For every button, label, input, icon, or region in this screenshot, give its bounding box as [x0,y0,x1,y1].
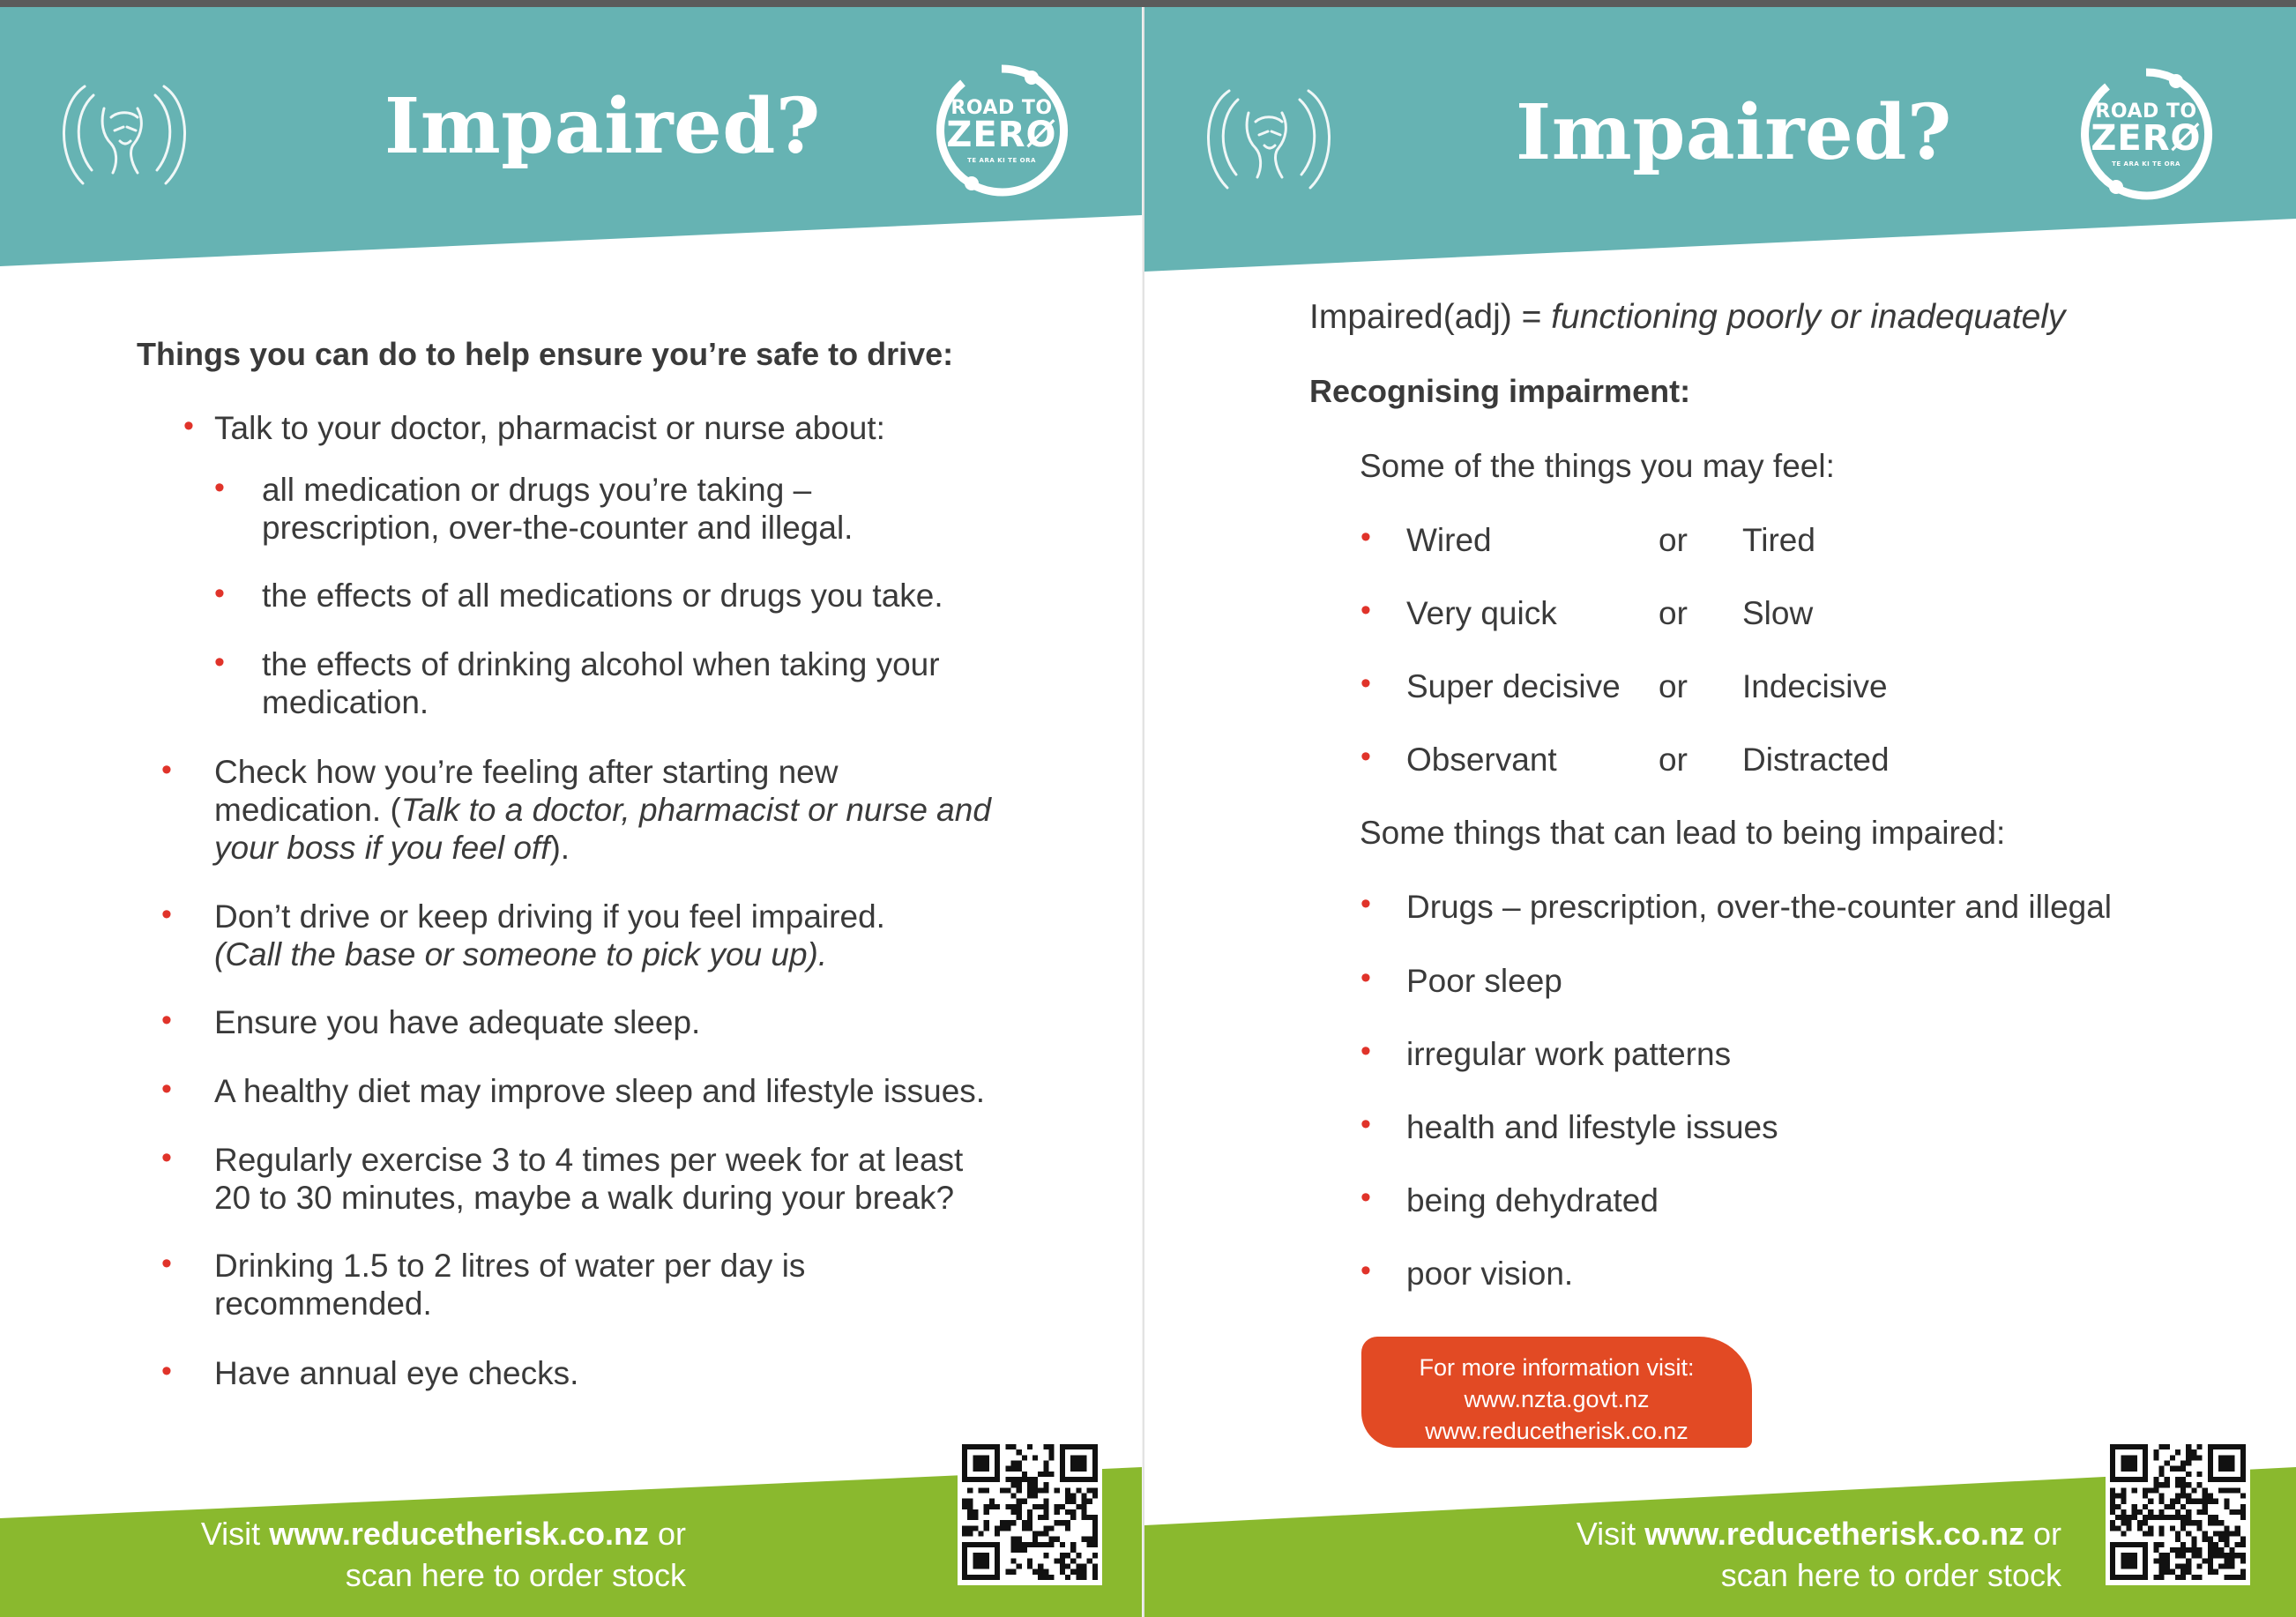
info-link[interactable]: www.reducetherisk.co.nz [1425,1418,1688,1444]
feeling-b: Slow [1742,595,1814,631]
list-item-line [214,791,991,829]
italic-run: (Call the base or someone to pick you up). [214,936,828,972]
logo-line-1: ROAD TO [2095,101,2197,123]
feeling-or: or [1659,668,1688,704]
list-item: • Drinking 1.5 to 2 litres of water per day is recommended. [161,1247,806,1322]
info-line: For more information visit: [1419,1354,1695,1381]
footer-line-2: scan here to order stock [345,1557,686,1593]
info-link[interactable]: www.nzta.govt.nz [1464,1386,1650,1412]
cause-row: • health and lifestyle issues [1360,1107,1778,1145]
sub-item-line: all medication or drugs you’re taking – [262,472,812,508]
cause-row: • being dehydrated [1360,1181,1659,1218]
feeling-row: • Wired or Tired [1360,520,1815,558]
list-item: • Don’t drive or keep driving if you feel impaired. (Call the base or someone to pick you up). [161,898,885,972]
cause-text: being dehydrated [1406,1182,1659,1218]
qr-code-icon [962,1443,1098,1581]
list-item-line: 20 to 30 minutes, maybe a walk during your break? [214,1180,955,1216]
list-item: • Ensure you have adequate sleep. [161,1003,701,1040]
sub-list-item: • the effects of all medications or drugs you take. [214,577,943,614]
qr-code[interactable] [2106,1439,2250,1585]
list-item-line [214,935,885,973]
list-item-text: A healthy diet may improve sleep and lifestyle issues. [214,1073,986,1109]
left-leaflet [0,7,1142,1617]
feeling-row: • Very quick or Slow [1360,593,1814,631]
feeling-b: Tired [1742,522,1815,558]
feeling-or: or [1659,741,1688,778]
list-item-line: Check how you’re feeling after starting new [214,754,839,790]
sub-item-line: medication. [262,684,429,720]
list-item: • A healthy diet may improve sleep and lifestyle issues. [161,1072,986,1109]
logo-subtitle: TE ARA KI TE ORA [2112,160,2180,168]
right-leaflet [1143,7,2296,1617]
logo-line-2: ZERØ [2091,118,2202,159]
sub-heading: Some things that can lead to being impaired: [1360,815,2006,851]
definition [1309,298,2065,337]
footer-line-2: scan here to order stock [1720,1557,2061,1593]
definition-term: Impaired(adj) = [1309,298,1552,336]
sub-item-line: prescription, over-the-counter and illegal. [262,510,854,546]
cause-text: poor vision. [1406,1256,1574,1292]
footer-or: or [648,1516,686,1552]
feeling-or: or [1659,522,1688,558]
footer-visit: Visit [200,1516,270,1552]
qr-code[interactable] [958,1439,1102,1585]
text-run: medication. ( [214,792,401,828]
feeling-a: Observant [1406,741,1557,778]
footer-or: or [2024,1516,2061,1552]
feeling-a: Wired [1406,522,1492,558]
list-item-text: Talk to your doctor, pharmacist or nurse about: [214,410,885,446]
list-item-line: Don’t drive or keep driving if you feel impaired. [214,898,885,935]
head-with-hands-icon [49,69,199,201]
sub-item-line: the effects of drinking alcohol when taking your [262,646,940,682]
list-item: • Regularly exercise 3 to 4 times per week for at least 20 to 30 minutes, maybe a walk during your break? [161,1141,964,1216]
feeling-a: Super decisive [1406,668,1621,704]
more-info-box[interactable] [1361,1337,1752,1448]
feeling-or: or [1659,595,1688,631]
cause-text: irregular work patterns [1406,1036,1732,1072]
page-title: Impaired? [1516,88,1952,177]
logo-subtitle: TE ARA KI TE ORA [967,157,1036,164]
road-to-zero-logo [2077,65,2215,203]
text-run: ). [549,830,570,866]
footer-text [1144,1513,2061,1596]
feeling-row: • Super decisive or Indecisive [1360,667,1888,704]
page-title: Impaired? [384,82,821,171]
qr-code-icon [2110,1443,2246,1581]
logo-line-1: ROAD TO [950,97,1053,119]
footer-url[interactable]: www.reducetherisk.co.nz [269,1516,649,1552]
definition-text: functioning poorly or inadequately [1551,298,2066,336]
feeling-b: Distracted [1742,741,1890,778]
cause-row: • Drugs – prescription, over-the-counter and illegal [1360,887,2113,925]
cause-text: Poor sleep [1406,963,1562,999]
scan-top-edge [0,0,2296,7]
list-item-line [214,829,991,867]
cause-text: Drugs – prescription, over-the-counter and illegal [1406,889,2113,925]
sub-heading: Some of the things you may feel: [1360,448,1835,484]
road-to-zero-logo [933,62,1070,199]
italic-run: your boss if you feel off [214,830,550,866]
list-item: • Check how you’re feeling after starting new medication. (Talk to a doctor, pharmacist or nurse and your boss if you feel off). [161,753,991,866]
sub-list-item: • the effects of drinking alcohol when taking your medication. [214,645,940,720]
logo-line-2: ZERØ [946,115,1057,155]
feeling-a: Very quick [1406,595,1557,631]
footer-line-1 [0,1513,686,1554]
sub-item-line: the effects of all medications or drugs you take. [262,578,943,614]
section-heading: Things you can do to help ensure you’re safe to drive: [137,336,954,372]
cause-row: • poor vision. [1360,1254,1574,1292]
section-heading: Recognising impairment: [1309,373,1691,409]
footer-text [0,1513,917,1596]
sub-list-item: • all medication or drugs you’re taking – prescription, over-the-counter and illegal. [214,471,854,546]
list-item-text: Have annual eye checks. [214,1355,579,1391]
footer-line-1 [1144,1513,2061,1554]
footer-url[interactable]: www.reducetherisk.co.nz [1644,1516,2024,1552]
cause-row: • Poor sleep [1360,961,1562,999]
feeling-b: Indecisive [1742,668,1888,704]
cause-row: • irregular work patterns [1360,1034,1732,1072]
list-item: • Talk to your doctor, pharmacist or nurse about: [183,409,885,446]
head-with-hands-icon [1194,73,1344,205]
list-item-text: Ensure you have adequate sleep. [214,1004,701,1040]
list-item-line: recommended. [214,1285,432,1322]
italic-run: Talk to a doctor, pharmacist or nurse and [400,792,991,828]
feeling-row: • Observant or Distracted [1360,740,1890,778]
list-item-line: Regularly exercise 3 to 4 times per week for at least [214,1142,964,1178]
list-item-line: Drinking 1.5 to 2 litres of water per day is [214,1248,806,1284]
cause-text: health and lifestyle issues [1406,1109,1778,1145]
list-item: • Have annual eye checks. [161,1354,579,1391]
footer-visit: Visit [1576,1516,1645,1552]
